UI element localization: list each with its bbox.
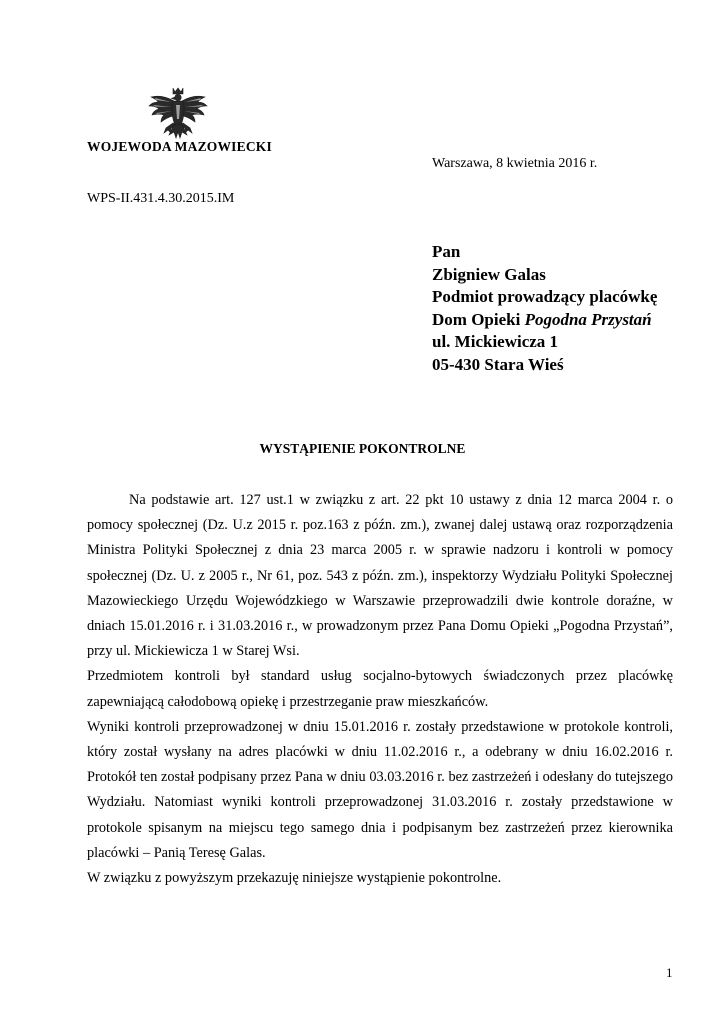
recipient-role: Podmiot prowadzący placówkę xyxy=(432,287,658,306)
recipient-facility xyxy=(432,309,657,332)
body-paragraph: W związku z powyższym przekazuję niniejsze wystąpienie pokontrolne. xyxy=(87,870,502,887)
recipient-salutation: Pan xyxy=(432,242,461,261)
reference-number: WPS-II.431.4.30.2015.IM xyxy=(87,191,235,206)
document-title: WYSTĄPIENIE POKONTROLNE xyxy=(259,441,466,456)
body-paragraph: Wyniki kontroli przeprowadzonej w dniu 15.01.2016 r. zostały przedstawione w protokole kontroli, który został wysłany na adres placówki w dniu 11.02.2016 r., a odebrany w dniu 16.02.2016 r. Protokół ten został podpisany przez Pana w dniu 03.03.2016 r. bez zastrzeżeń i odesłany do tutejszego Wydziału. Natomiast wyniki kontroli przeprowadzonej 31.03.2016 r. zostały przedstawione w protokole spisanym na miejscu tego samego dnia i podpisanym bez zastrzeżeń przez kierownika placówki – Panią Teresę Galas. xyxy=(87,718,673,861)
page-number: 1 xyxy=(666,965,673,980)
recipient-address-block xyxy=(432,241,657,376)
facility-name: Pogodna Przystań xyxy=(524,309,652,329)
polish-eagle-emblem-icon xyxy=(147,85,209,141)
issuing-authority: WOJEWODA MAZOWIECKI xyxy=(87,139,272,154)
letter-date: Warszawa, 8 kwietnia 2016 r. xyxy=(432,156,598,171)
body-paragraph: Na podstawie art. 127 ust.1 w związku z art. 22 pkt 10 ustawy z dnia 12 marca 2004 r. o pomocy społecznej (Dz. U.z 2015 r. poz.163 z późn. zm.), zwanej dalej ustawą oraz rozporządzenia Ministra Polityki Społecznej z dnia 23 marca 2005 r. w sprawie nadzoru i kontroli w pomocy społecznej (Dz. U. z 2005 r., Nr 61, poz. 543 z późn. zm.), inspektorzy Wydziału Polityki Społecznej Mazowieckiego Urzędu Wojewódzkiego w Warszawie przeprowadzili dwie kontrole doraźne, w dniach 15.01.2016 r. i 31.03.2016 r., w prowadzonym przez Pana Domu Opieki „Pogodna Przystań”, przy ul. Mickiewicza 1 w Starej Wsi. xyxy=(87,492,673,660)
recipient-name: Zbigniew Galas xyxy=(432,264,546,284)
recipient-street: ul. Mickiewicza 1 xyxy=(432,332,559,351)
recipient-city: 05-430 Stara Wieś xyxy=(432,354,564,374)
document-body xyxy=(87,488,673,891)
body-paragraph: Przedmiotem kontroli był standard usług socjalno-bytowych świadczonych przez placówkę zapewniającą całodobową opiekę i przestrzeganie praw mieszkańców. xyxy=(87,668,673,710)
facility-prefix: Dom Opieki xyxy=(432,309,525,329)
